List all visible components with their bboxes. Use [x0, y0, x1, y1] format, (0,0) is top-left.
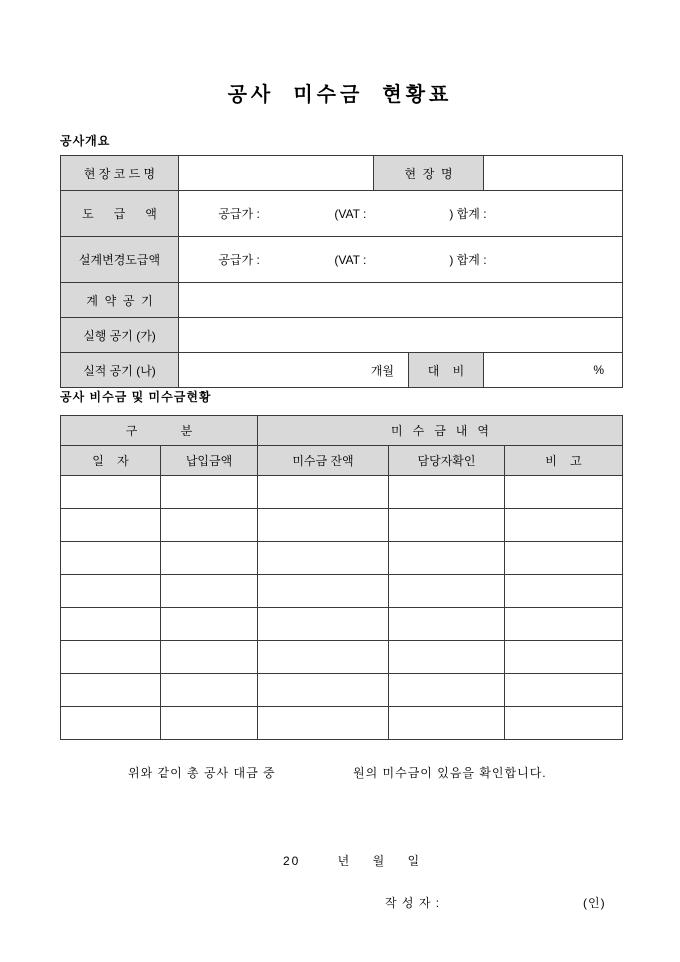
empty-cell[interactable] — [505, 542, 623, 575]
overview-section-label: 공사개요 — [60, 134, 111, 148]
empty-cell[interactable] — [258, 542, 389, 575]
exec-period-value-cell[interactable] — [179, 318, 623, 353]
empty-cell[interactable] — [61, 542, 161, 575]
empty-cell[interactable] — [161, 641, 258, 674]
ratio-label: 대 비 — [409, 353, 484, 388]
date-line: 20 년 월 일 — [283, 854, 422, 868]
empty-cell[interactable] — [505, 476, 623, 509]
contract-amount-value-cell[interactable] — [179, 191, 623, 237]
receivables-body — [61, 476, 623, 740]
design-change-value-cell[interactable] — [179, 237, 623, 283]
percent-suffix: % — [593, 363, 604, 377]
table-row — [61, 353, 623, 388]
empty-cell[interactable] — [161, 542, 258, 575]
table-row — [61, 191, 623, 237]
ratio-percent-cell[interactable] — [484, 353, 623, 388]
site-code-label: 현 장 코 드 명 — [61, 156, 179, 191]
exec-period-label: 실행 공기 (가) — [61, 318, 179, 353]
actual-period-label: 실적 공기 (나) — [61, 353, 179, 388]
column-header-receivable-balance: 미수금 잔액 — [258, 446, 389, 476]
empty-cell[interactable] — [61, 641, 161, 674]
empty-cell[interactable] — [61, 575, 161, 608]
empty-cell[interactable] — [258, 674, 389, 707]
empty-cell[interactable] — [389, 542, 505, 575]
supply-price-label: 공급가 : — [218, 207, 260, 221]
receivables-table — [60, 415, 623, 740]
empty-cell[interactable] — [505, 707, 623, 740]
empty-cell[interactable] — [161, 509, 258, 542]
empty-cell[interactable] — [61, 707, 161, 740]
empty-cell[interactable] — [161, 707, 258, 740]
table-row — [61, 575, 623, 608]
confirm-text-part2: 원의 미수금이 있음을 확인합니다. — [353, 766, 547, 780]
site-name-label: 현 장 명 — [374, 156, 484, 191]
empty-cell[interactable] — [258, 707, 389, 740]
table-row — [61, 641, 623, 674]
column-header-manager-confirm: 담당자확인 — [389, 446, 505, 476]
total-label: ) 합계 : — [449, 207, 487, 221]
empty-cell[interactable] — [258, 476, 389, 509]
supply-price-label: 공급가 : — [218, 253, 260, 267]
empty-cell[interactable] — [61, 509, 161, 542]
empty-cell[interactable] — [505, 575, 623, 608]
column-header-paid-amount: 납입금액 — [161, 446, 258, 476]
empty-cell[interactable] — [505, 641, 623, 674]
empty-cell[interactable] — [389, 476, 505, 509]
empty-cell[interactable] — [389, 674, 505, 707]
table-row — [61, 156, 623, 191]
actual-period-months-cell[interactable] — [179, 353, 409, 388]
table-row — [61, 283, 623, 318]
empty-cell[interactable] — [505, 509, 623, 542]
table-row — [61, 707, 623, 740]
table-row — [61, 674, 623, 707]
empty-cell[interactable] — [258, 575, 389, 608]
empty-cell[interactable] — [505, 674, 623, 707]
contract-period-value-cell[interactable] — [179, 283, 623, 318]
empty-cell[interactable] — [61, 608, 161, 641]
vat-label: (VAT : — [334, 253, 367, 267]
table-row — [61, 237, 623, 283]
table-row — [61, 509, 623, 542]
empty-cell[interactable] — [61, 476, 161, 509]
vat-label: (VAT : — [334, 207, 367, 221]
table-row — [61, 446, 623, 476]
design-change-amount-label: 설계변경도급액 — [61, 237, 179, 283]
empty-cell[interactable] — [161, 575, 258, 608]
overview-table — [60, 155, 623, 388]
contract-period-label: 계 약 공 기 — [61, 283, 179, 318]
contract-amount-label: 도 급 액 — [61, 191, 179, 237]
empty-cell[interactable] — [61, 674, 161, 707]
table-row — [61, 318, 623, 353]
empty-cell[interactable] — [389, 575, 505, 608]
months-suffix: 개월 — [370, 363, 394, 378]
detail-header: 미 수 금 내 역 — [258, 416, 623, 446]
total-label: ) 합계 : — [449, 253, 487, 267]
table-row — [61, 476, 623, 509]
empty-cell[interactable] — [258, 608, 389, 641]
empty-cell[interactable] — [161, 674, 258, 707]
empty-cell[interactable] — [161, 476, 258, 509]
column-header-date: 일 자 — [61, 446, 161, 476]
writer-label: 작 성 자 : — [385, 896, 441, 910]
table-row — [61, 608, 623, 641]
table-row — [61, 542, 623, 575]
site-name-value-cell[interactable] — [484, 156, 623, 191]
empty-cell[interactable] — [389, 608, 505, 641]
group-header: 구 분 — [61, 416, 258, 446]
empty-cell[interactable] — [161, 608, 258, 641]
empty-cell[interactable] — [389, 509, 505, 542]
empty-cell[interactable] — [258, 509, 389, 542]
table-row — [61, 416, 623, 446]
empty-cell[interactable] — [389, 707, 505, 740]
confirm-text-part1: 위와 같이 총 공사 대금 중 — [128, 766, 276, 780]
site-code-value-cell[interactable] — [179, 156, 374, 191]
empty-cell[interactable] — [505, 608, 623, 641]
empty-cell[interactable] — [258, 641, 389, 674]
empty-cell[interactable] — [389, 641, 505, 674]
receivables-section-label: 공사 비수금 및 미수금현황 — [60, 390, 212, 404]
seal-label: (인) — [583, 896, 606, 910]
page-title: 공사 미수금 현황표 — [227, 84, 453, 106]
column-header-remarks: 비 고 — [505, 446, 623, 476]
